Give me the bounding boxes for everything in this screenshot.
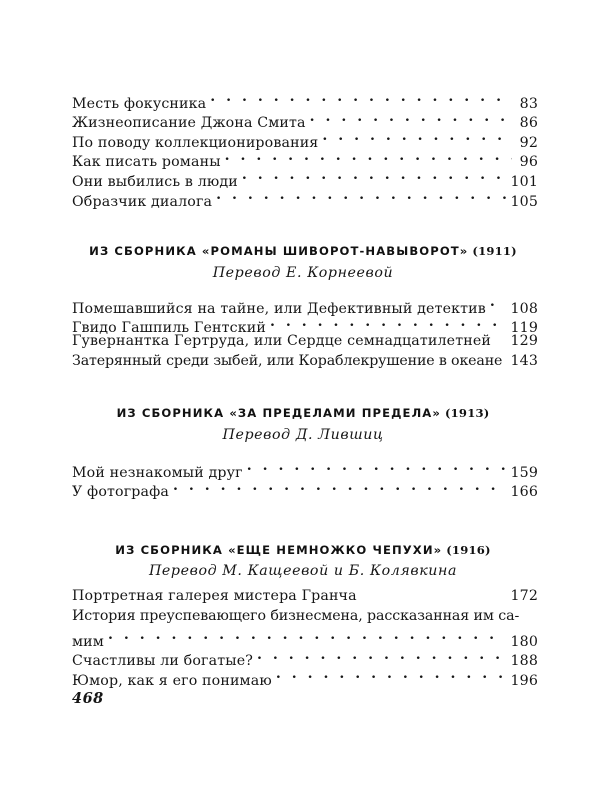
entry-page: 172: [510, 588, 538, 604]
translator-credit: Перевод Е. Корнеевой: [212, 265, 394, 281]
translator-credit: Перевод М. Кащеевой и Б. Колявкина: [148, 563, 458, 579]
toc-entry: [72, 108, 538, 132]
entry-page: 180: [510, 633, 538, 650]
section-heading: [0, 244, 606, 258]
toc-entry: [72, 626, 538, 650]
toc-entry: [72, 457, 538, 481]
entry-title: Помешавшийся на тайне, или Дефективный детектив: [72, 300, 486, 317]
toc-entry: [72, 587, 538, 607]
entry-title: Гвидо Гашпиль Гентский: [72, 320, 266, 337]
dot-leader: [257, 646, 506, 666]
section-heading: [0, 543, 606, 557]
dot-leader: [276, 665, 507, 685]
dot-leader: [270, 313, 507, 333]
toc-entry: [72, 88, 538, 112]
dot-leader: [310, 108, 512, 128]
entry-title: Жизнеописание Джона Смита: [72, 115, 306, 132]
toc-list-section-3: [72, 587, 538, 689]
toc-list-section-2: [72, 457, 538, 501]
toc-entry: [72, 293, 538, 317]
section-year: (1913): [444, 406, 490, 420]
toc-entry: [72, 186, 538, 210]
toc-entry: [72, 477, 538, 501]
section-heading: [0, 406, 606, 420]
entry-page: 188: [510, 653, 538, 670]
section-title: ИЗ СБОРНИКА «РОМАНЫ ШИВОРОТ-НАВЫВОРОТ»: [89, 244, 469, 258]
entry-title: Они выбились в люди: [72, 173, 238, 190]
entry-page: 143: [510, 352, 538, 369]
section-title: ИЗ СБОРНИКА «ЗА ПРЕДЕЛАМИ ПРЕДЕЛА»: [116, 406, 441, 420]
toc-list-section-1: [72, 293, 538, 371]
toc-entry: [72, 127, 538, 151]
toc-entry: [72, 147, 538, 171]
dot-leader: [108, 626, 506, 646]
toc-entry: [72, 166, 538, 190]
entry-title: Как писать романы: [72, 154, 221, 171]
dot-leader: [490, 293, 507, 313]
toc-entry: [72, 607, 538, 627]
entry-page: 96: [519, 154, 538, 171]
translator-credit: Перевод Д. Лившиц: [222, 427, 384, 443]
dot-leader: [225, 147, 512, 167]
entry-title: Счастливы ли богатые?: [72, 653, 253, 670]
dot-leader: [210, 88, 512, 108]
entry-page: 159: [510, 464, 538, 481]
dot-leader: [173, 477, 506, 497]
entry-page: 105: [510, 193, 538, 210]
entry-title: Образчик диалога: [72, 193, 213, 210]
entry-title: Портретная галерея мистера Гранча: [72, 588, 357, 604]
entry-title: По поводу коллекционирования: [72, 134, 319, 151]
entry-title: История преуспевающего бизнесмена, рассказанная им са-: [72, 607, 520, 624]
entry-title: У фотографа: [72, 484, 169, 501]
toc-entry: [72, 313, 538, 337]
entry-title: Месть фокусника: [72, 95, 207, 112]
entry-title: Затерянный среди зыбей, или Кораблекрушение в океане: [72, 352, 503, 369]
section-title: ИЗ СБОРНИКА «ЕЩЕ НЕМНОЖКО ЧЕПУХИ»: [115, 543, 443, 557]
entry-page: 101: [510, 173, 538, 190]
toc-entry: [72, 665, 538, 689]
toc-entry: [72, 646, 538, 670]
entry-title: Мой незнакомый друг: [72, 464, 243, 481]
entry-page: 108: [510, 300, 538, 317]
dot-leader: [322, 127, 512, 147]
toc-entry: [72, 352, 538, 372]
dot-leader: [216, 186, 506, 206]
dot-leader: [247, 457, 507, 477]
entry-page: 129: [510, 333, 538, 350]
page-number: 468: [72, 690, 104, 707]
dot-leader: [242, 166, 507, 186]
entry-page: 196: [510, 672, 538, 689]
entry-page: 92: [519, 134, 538, 151]
entry-page: 86: [519, 115, 538, 132]
section-year: (1911): [472, 244, 517, 258]
entry-page: 119: [510, 320, 538, 337]
section-year: (1916): [446, 543, 491, 557]
entry-page: 83: [519, 95, 538, 112]
entry-title: мим: [72, 633, 104, 650]
toc-entry: [72, 332, 538, 352]
entry-page: 166: [510, 484, 538, 501]
toc-list-top: [72, 88, 538, 210]
entry-title: Гувернантка Гертруда, или Сердце семнадцатилетней: [72, 333, 491, 350]
entry-title: Юмор, как я его понимаю: [72, 672, 272, 689]
